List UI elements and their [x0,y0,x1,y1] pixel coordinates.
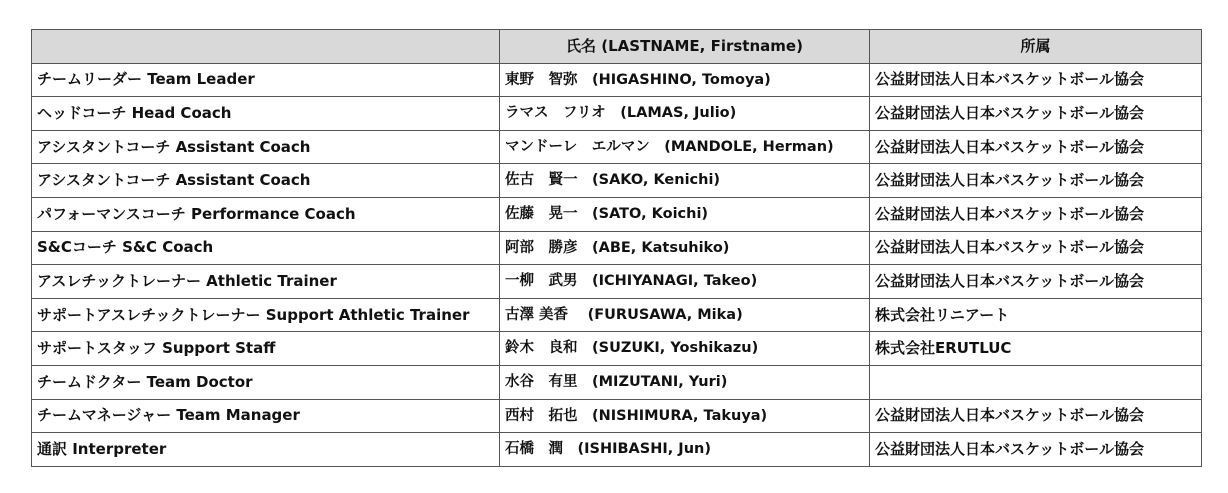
header-name: 氏名 (LASTNAME, Firstname) [500,30,870,64]
role-cell: 通訳 Interpreter [32,433,500,467]
role-cell: パフォーマンスコーチ Performance Coach [32,197,500,231]
table-row [32,197,1202,231]
table-row [32,365,1202,399]
table-row [32,265,1202,299]
role-cell: サポートアスレチックトレーナー Support Athletic Trainer [32,298,500,332]
role-cell: チームドクター Team Doctor [32,365,500,399]
header-organization: 所属 [870,30,1202,64]
organization-cell: 公益財団法人日本バスケットボール協会 [870,399,1202,433]
role-cell: チームリーダー Team Leader [32,63,500,97]
role-cell: ヘッドコーチ Head Coach [32,97,500,131]
role-cell: S&Cコーチ S&C Coach [32,231,500,265]
name-cell: 西村 拓也 (NISHIMURA, Takuya) [500,399,870,433]
table-row [32,433,1202,467]
name-cell: 鈴木 良和 (SUZUKI, Yoshikazu) [500,332,870,366]
name-cell: 古澤 美香 (FURUSAWA, Mika) [500,298,870,332]
table-row [32,63,1202,97]
name-cell: 佐古 賢一 (SAKO, Kenichi) [500,164,870,198]
name-cell: 東野 智弥 (HIGASHINO, Tomoya) [500,63,870,97]
organization-cell: 公益財団法人日本バスケットボール協会 [870,63,1202,97]
name-cell: 阿部 勝彦 (ABE, Katsuhiko) [500,231,870,265]
table-body [32,63,1202,466]
role-cell: サポートスタッフ Support Staff [32,332,500,366]
organization-cell [870,365,1202,399]
table-row [32,298,1202,332]
organization-cell: 株式会社リニアート [870,298,1202,332]
role-cell: アスレチックトレーナー Athletic Trainer [32,265,500,299]
organization-cell: 公益財団法人日本バスケットボール協会 [870,433,1202,467]
name-cell: 一柳 武男 (ICHIYANAGI, Takeo) [500,265,870,299]
name-cell: 石橋 潤 (ISHIBASHI, Jun) [500,433,870,467]
header-role [32,30,500,64]
table-row [32,231,1202,265]
role-cell: アシスタントコーチ Assistant Coach [32,164,500,198]
table-header [32,30,1202,64]
organization-cell: 公益財団法人日本バスケットボール協会 [870,231,1202,265]
organization-cell: 公益財団法人日本バスケットボール協会 [870,197,1202,231]
organization-cell: 公益財団法人日本バスケットボール協会 [870,265,1202,299]
table-row [32,130,1202,164]
name-cell: マンドーレ エルマン (MANDOLE, Herman) [500,130,870,164]
name-cell: 佐藤 晃一 (SATO, Koichi) [500,197,870,231]
role-cell: アシスタントコーチ Assistant Coach [32,130,500,164]
organization-cell: 公益財団法人日本バスケットボール協会 [870,97,1202,131]
table-row [32,164,1202,198]
role-cell: チームマネージャー Team Manager [32,399,500,433]
header-row [32,30,1202,64]
name-cell: 水谷 有里 (MIZUTANI, Yuri) [500,365,870,399]
table-row [32,97,1202,131]
organization-cell: 株式会社ERUTLUC [870,332,1202,366]
table-row [32,399,1202,433]
organization-cell: 公益財団法人日本バスケットボール協会 [870,130,1202,164]
name-cell: ラマス フリオ (LAMAS, Julio) [500,97,870,131]
table-row [32,332,1202,366]
staff-table [31,29,1202,467]
organization-cell: 公益財団法人日本バスケットボール協会 [870,164,1202,198]
